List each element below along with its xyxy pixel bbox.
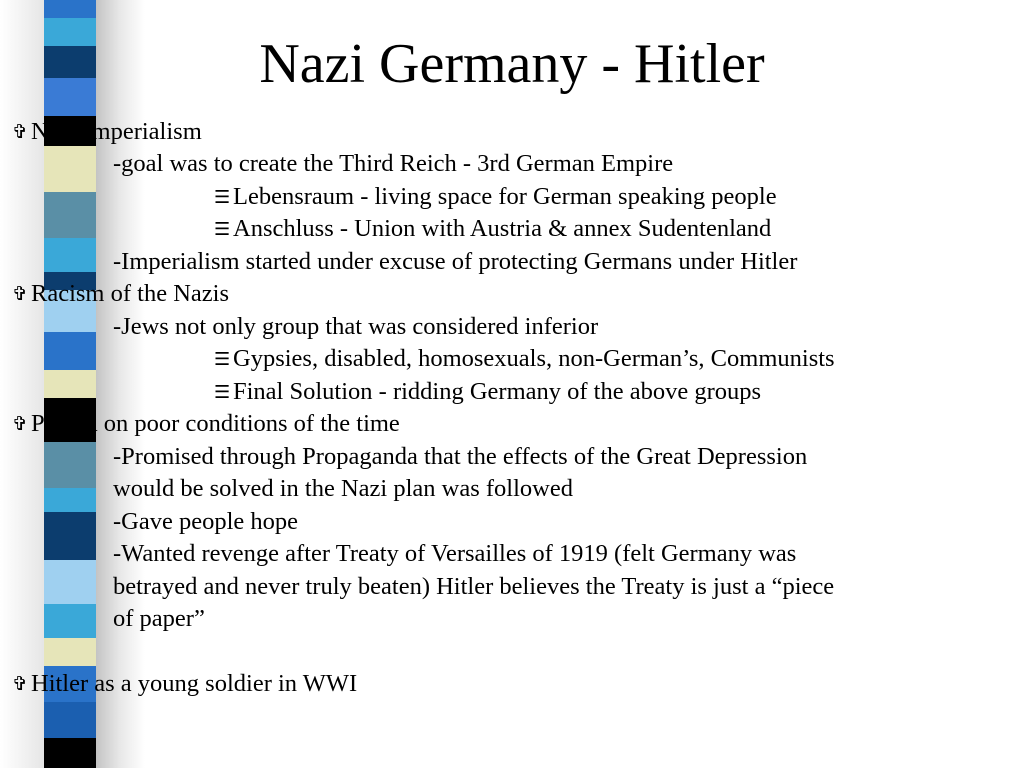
strip-block <box>44 738 96 768</box>
sub-bullet-line: -Jews not only group that was considered inferior <box>113 313 599 340</box>
sub-bullet-continuation: would be solved in the Nazi plan was followed <box>113 475 573 502</box>
strip-block <box>44 238 96 272</box>
sub-bullet-line: -Promised through Propaganda that the effects of the Great Depression <box>113 443 808 470</box>
strip-block <box>44 370 96 398</box>
bullet-line: ✞ Nazi Imperialism <box>12 116 202 148</box>
cross-bullet-icon: ✞ <box>12 413 28 435</box>
sub-sub-bullet-line: ☰ Lebensraum - living space for German speaking people <box>214 181 777 214</box>
sub-bullet-line: -goal was to create the Third Reich - 3rd German Empire <box>113 150 674 177</box>
strip-block <box>44 146 96 192</box>
bullet-line: ✞ Racism of the Nazis <box>12 278 229 310</box>
strip-block <box>44 702 96 738</box>
cross-bullet-icon: ✞ <box>12 283 28 305</box>
strip-block <box>44 638 96 666</box>
cross-bullet-icon: ✞ <box>12 673 28 695</box>
strip-block <box>44 0 96 18</box>
strip-block <box>44 560 96 604</box>
striped-square-bullet-icon: ☰ <box>214 349 231 370</box>
strip-block <box>44 604 96 638</box>
sub-bullet-line: -Imperialism started under excuse of protecting Germans under Hitler <box>113 248 798 275</box>
strip-block <box>44 442 96 488</box>
bullet-line: ✞ Hitler as a young soldier in WWI <box>12 668 357 700</box>
striped-square-bullet-icon: ☰ <box>214 382 231 403</box>
strip-block <box>44 192 96 238</box>
striped-square-bullet-icon: ☰ <box>214 219 231 240</box>
bullet-line: ✞ Played on poor conditions of the time <box>12 408 400 440</box>
strip-block <box>44 488 96 512</box>
strip-block <box>44 332 96 370</box>
sub-sub-bullet-line: ☰ Anschluss - Union with Austria & annex Sudentenland <box>214 213 771 246</box>
cross-bullet-icon: ✞ <box>12 121 28 143</box>
sub-bullet-continuation: betrayed and never truly beaten) Hitler believes the Treaty is just a “piece <box>113 573 835 600</box>
striped-square-bullet-icon: ☰ <box>214 187 231 208</box>
sub-bullet-continuation: of paper” <box>113 605 205 632</box>
slide-title: Nazi Germany - Hitler <box>259 33 765 95</box>
sub-sub-bullet-line: ☰ Gypsies, disabled, homosexuals, non-German’s, Communists <box>214 343 835 376</box>
strip-block <box>44 512 96 560</box>
sub-bullet-line: -Gave people hope <box>113 508 299 535</box>
sub-sub-bullet-line: ☰ Final Solution - ridding Germany of the above groups <box>214 376 761 409</box>
sub-bullet-line: -Wanted revenge after Treaty of Versailles of 1919 (felt Germany was <box>113 540 797 567</box>
